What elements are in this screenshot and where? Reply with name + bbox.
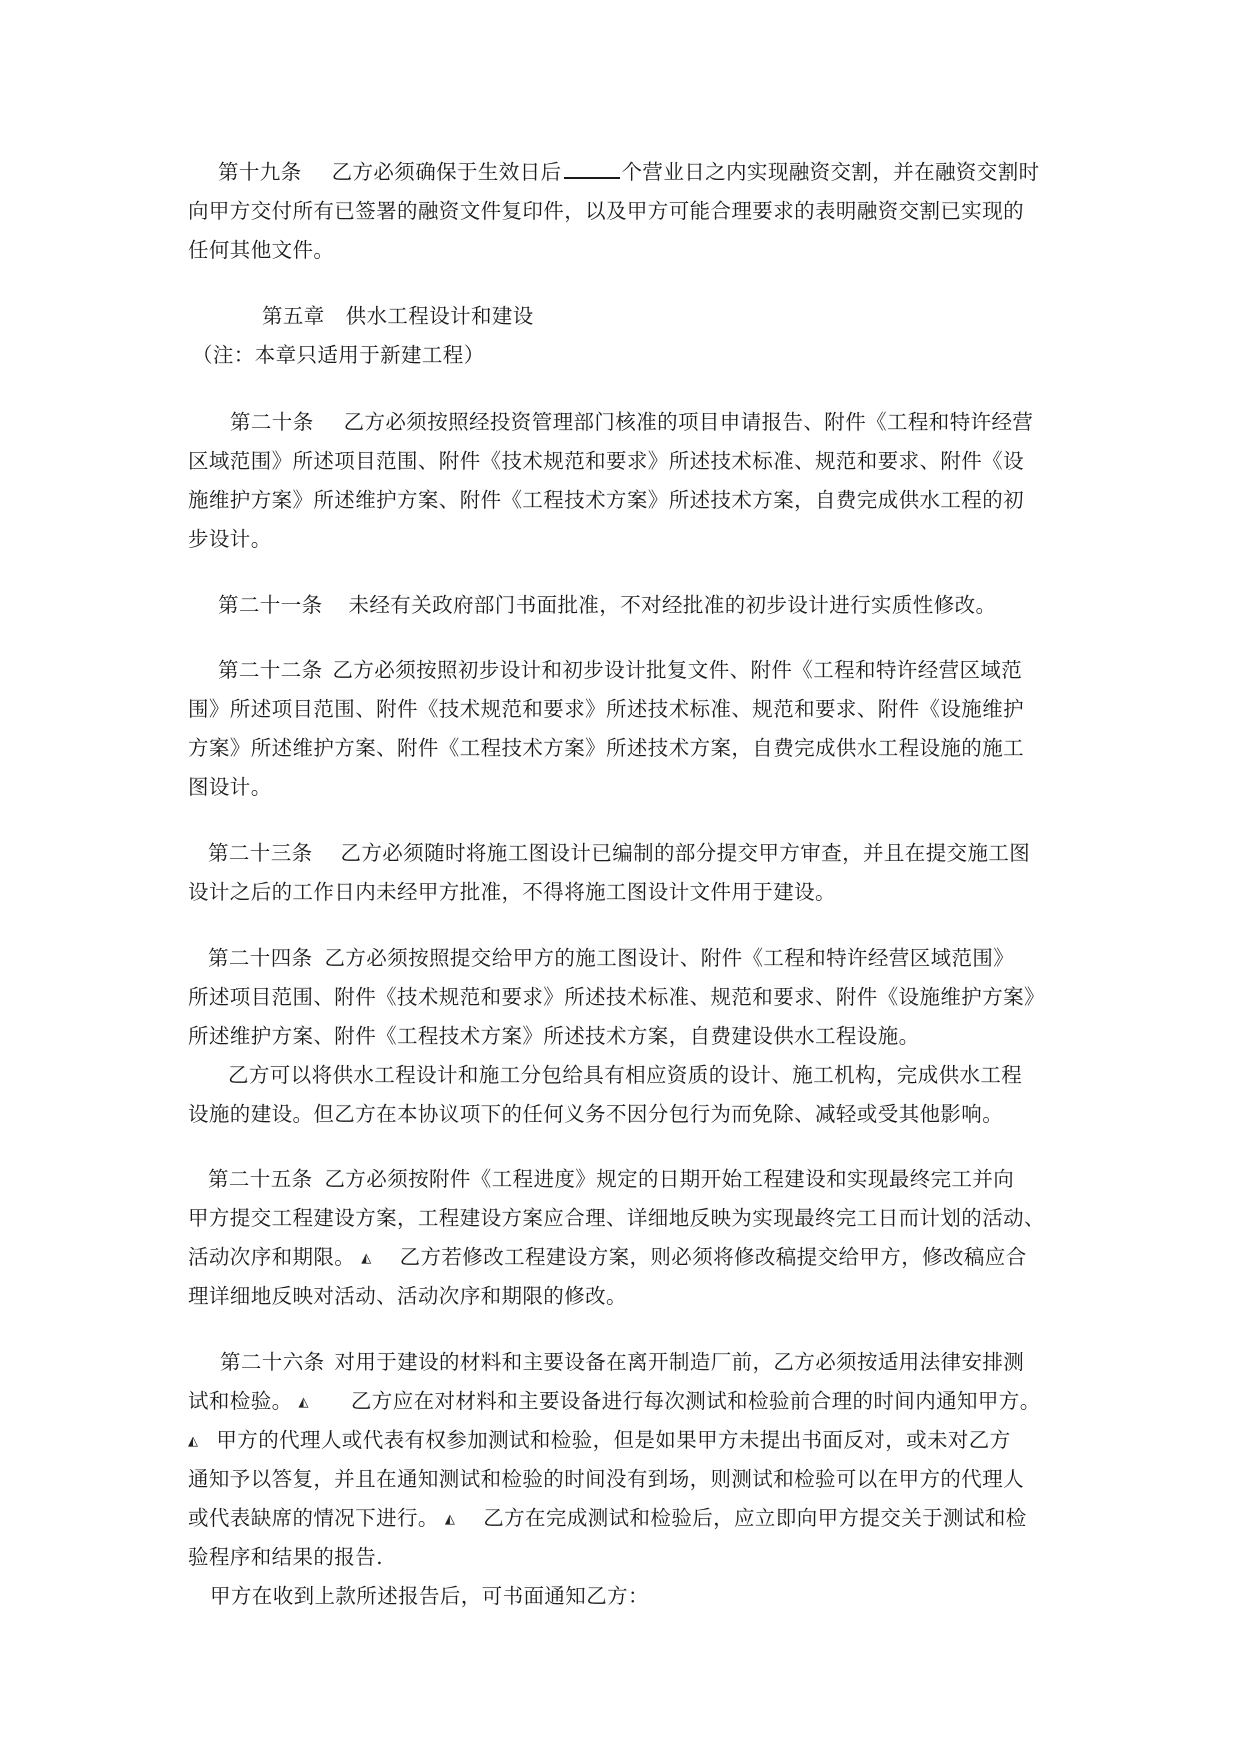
article-23-text: 乙方必须随时将施工图设计已编制的部分提交甲方审查，并且在提交施工图 xyxy=(340,841,1031,865)
article-21-line-1 xyxy=(218,590,996,620)
article-21-heading: 第二十一条 xyxy=(218,593,323,617)
article-24-line-2: 所述项目范围、附件《技术规范和要求》所述技术标准、规范和要求、附件《设施维护方案》 xyxy=(188,985,1045,1009)
article-19-text: 个营业日之内实现融资交割，并在融资交割时 xyxy=(621,160,1040,184)
article-26-text: 乙方在完成测试和检验后，应立即向甲方提交关于测试和检 xyxy=(483,1506,1027,1530)
article-20-line-1 xyxy=(230,407,1033,437)
article-24-line-4: 乙方可以将供水工程设计和施工分包给具有相应资质的设计、施工机构，完成供水工程 xyxy=(228,1063,1023,1087)
chapter-title: 第五章 供水工程设计和建设 xyxy=(262,304,534,328)
article-19-line-1 xyxy=(218,157,1040,187)
paragraph-mark-icon: ◭ xyxy=(361,1250,372,1266)
article-25-line-4: 理详细地反映对活动、活动次序和期限的修改。 xyxy=(188,1284,627,1308)
article-20-line-2: 区域范围》所述项目范围、附件《技术规范和要求》所述技术标准、规范和要求、附件《设 xyxy=(188,449,1024,473)
paragraph-mark-icon: ◭ xyxy=(188,1433,199,1449)
article-24-line-1 xyxy=(208,943,1014,973)
article-25-text: 活动次序和期限。 xyxy=(188,1245,356,1269)
blank-underline xyxy=(564,159,620,179)
article-24-heading: 第二十四条 xyxy=(208,946,313,970)
article-25-text: 乙方必须按附件《工程进度》规定的日期开始工程建设和实现最终完工并向 xyxy=(324,1167,1015,1191)
article-20-heading: 第二十条 xyxy=(230,410,314,434)
article-26-text: 对用于建设的材料和主要设备在离开制造厂前，乙方必须按适用法律安排测 xyxy=(334,1350,1025,1374)
article-26-line-3 xyxy=(188,1425,1011,1457)
article-22-line-2: 围》所述项目范围、附件《技术规范和要求》所述技术标准、规范和要求、附件《设施维护 xyxy=(188,697,1024,721)
article-19-line-2: 向甲方交付所有已签署的融资文件复印件，以及甲方可能合理要求的表明融资交割已实现的 xyxy=(188,199,1024,223)
article-25-heading: 第二十五条 xyxy=(208,1167,313,1191)
article-22-line-3: 方案》所述维护方案、附件《工程技术方案》所述技术方案，自费完成供水工程设施的施工 xyxy=(188,736,1024,760)
article-23-heading: 第二十三条 xyxy=(208,841,313,865)
article-24-text: 乙方必须按照提交给甲方的施工图设计、附件《工程和特许经营区域范围》 xyxy=(324,946,1015,970)
article-19-text: 乙方必须确保于生效日后 xyxy=(331,160,562,184)
article-26-text: 乙方应在对材料和主要设备进行每次测试和检验前合理的时间内通知甲方。 xyxy=(350,1389,1041,1413)
article-20-line-4: 步设计。 xyxy=(188,527,272,551)
chapter-note: （注：本章只适用于新建工程） xyxy=(192,343,485,367)
article-22-text: 乙方必须按照初步设计和初步设计批复文件、附件《工程和特许经营区域范 xyxy=(332,658,1023,682)
article-26-line-6: 验程序和结果的报告. xyxy=(188,1545,384,1569)
paragraph-mark-icon: ◭ xyxy=(444,1511,456,1527)
article-23-line-1 xyxy=(208,838,1030,868)
article-26-line-7: 甲方在收到上款所述报告后，可书面通知乙方： xyxy=(210,1584,649,1608)
article-20-line-3: 施维护方案》所述维护方案、附件《工程技术方案》所述技术方案，自费完成供水工程的初 xyxy=(188,488,1024,512)
article-26-text: 试和检验。 xyxy=(188,1389,293,1413)
article-20-text: 乙方必须按照经投资管理部门核准的项目申请报告、附件《工程和特许经营 xyxy=(343,410,1034,434)
article-24-line-5: 设施的建设。但乙方在本协议项下的任何义务不因分包行为而免除、减轻或受其他影响。 xyxy=(188,1102,1004,1126)
article-22-line-4: 图设计。 xyxy=(188,775,272,799)
article-26-line-5 xyxy=(188,1503,1027,1535)
article-21-text: 未经有关政府部门书面批准，不对经批准的初步设计进行实质性修改。 xyxy=(348,593,997,617)
paragraph-mark-icon: ◭ xyxy=(298,1394,309,1410)
article-26-line-2 xyxy=(188,1386,1041,1418)
article-25-line-3 xyxy=(188,1242,1027,1274)
article-25-line-1 xyxy=(208,1164,1014,1194)
article-25-line-2: 甲方提交工程建设方案，工程建设方案应合理、详细地反映为实现最终完工日而计划的活动、 xyxy=(188,1206,1045,1230)
article-26-heading: 第二十六条 xyxy=(220,1350,325,1374)
article-26-line-1 xyxy=(220,1347,1024,1377)
article-19-line-3: 任何其他文件。 xyxy=(188,238,335,262)
article-26-line-4: 通知予以答复，并且在通知测试和检验的时间没有到场，则测试和检验可以在甲方的代理人 xyxy=(188,1467,1024,1491)
article-23-line-2: 设计之后的工作日内未经甲方批准，不得将施工图设计文件用于建设。 xyxy=(188,880,836,904)
article-22-line-1 xyxy=(218,655,1022,685)
article-26-text: 或代表缺席的情况下进行。 xyxy=(188,1506,439,1530)
article-19-heading: 第十九条 xyxy=(218,160,302,184)
article-26-text: 甲方的代理人或代表有权参加测试和检验，但是如果甲方未提出书面反对，或未对乙方 xyxy=(216,1428,1011,1452)
article-25-text: 乙方若修改工程建设方案，则必须将修改稿提交给甲方，修改稿应合 xyxy=(399,1245,1027,1269)
article-22-heading: 第二十二条 xyxy=(218,658,323,682)
article-24-line-3: 所述维护方案、附件《工程技术方案》所述技术方案，自费建设供水工程设施。 xyxy=(188,1024,920,1048)
